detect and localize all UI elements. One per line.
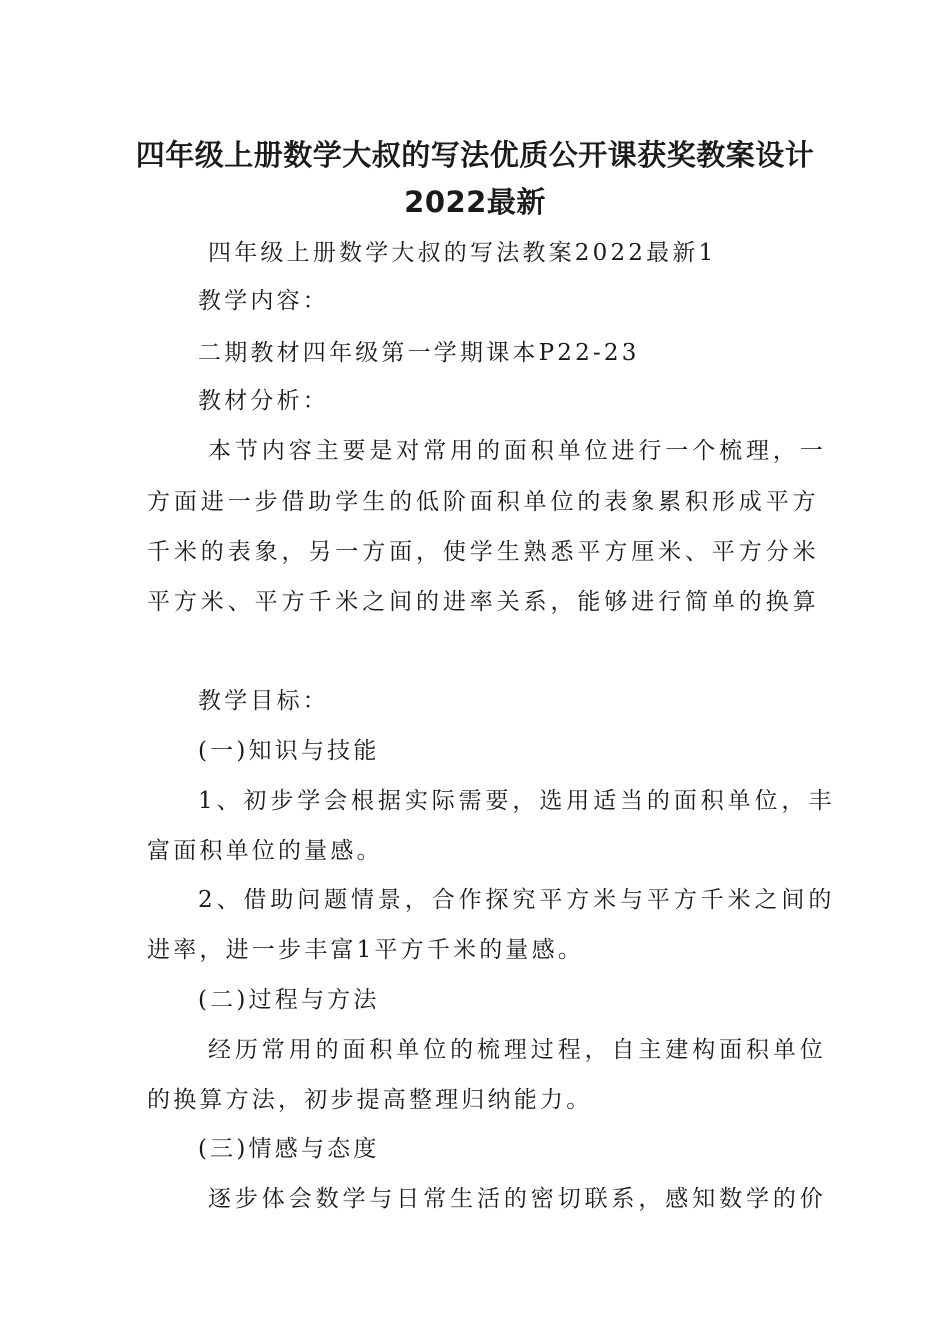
goal-1-line-2: 富面积单位的量感。	[147, 838, 383, 864]
process-line-1: 经历常用的面积单位的梳理过程，自主建构面积单位	[208, 1037, 827, 1063]
section-emotion-attitude-heading: (三)情感与态度	[198, 1136, 380, 1162]
paragraph-analysis-line-2: 方面进一步借助学生的低阶面积单位的表象累积形成平方	[147, 489, 820, 515]
paragraph-textbook-pages: 二期教材四年级第一学期课本P22-23	[198, 340, 640, 366]
paragraph-analysis-line-1: 本节内容主要是对常用的面积单位进行一个梳理，一	[208, 438, 827, 464]
paragraph-teaching-content-heading: 教学内容：	[198, 288, 329, 314]
paragraph-material-analysis-heading: 教材分析：	[198, 388, 329, 414]
paragraph-analysis-line-4: 平方米、平方千米之间的进率关系，能够进行简单的换算	[147, 589, 820, 615]
paragraph-teaching-goals-heading: 教学目标：	[198, 688, 329, 714]
goal-2-line-1: 2、借助问题情景，合作探究平方米与平方千米之间的	[198, 887, 836, 913]
goal-1-line-1: 1、初步学会根据实际需要，选用适当的面积单位，丰	[198, 788, 836, 814]
goal-2-line-2: 进率，进一步丰富1平方千米的量感。	[147, 937, 585, 963]
document-title-line-2: 2022最新	[404, 185, 546, 219]
paragraph-analysis-line-3: 千米的表象，另一方面，使学生熟悉平方厘米、平方分米	[147, 539, 820, 565]
process-line-2: 的换算方法，初步提高整理归纳能力。	[147, 1087, 593, 1113]
section-process-method-heading: (二)过程与方法	[198, 987, 380, 1013]
document-title-line-1: 四年级上册数学大叔的写法优质公开课获奖教案设计	[135, 138, 815, 172]
section-knowledge-skills-heading: (一)知识与技能	[198, 738, 380, 764]
emotion-line-1: 逐步体会数学与日常生活的密切联系，感知数学的价	[208, 1186, 827, 1212]
document-subtitle: 四年级上册数学大叔的写法教案2022最新1	[208, 240, 717, 266]
